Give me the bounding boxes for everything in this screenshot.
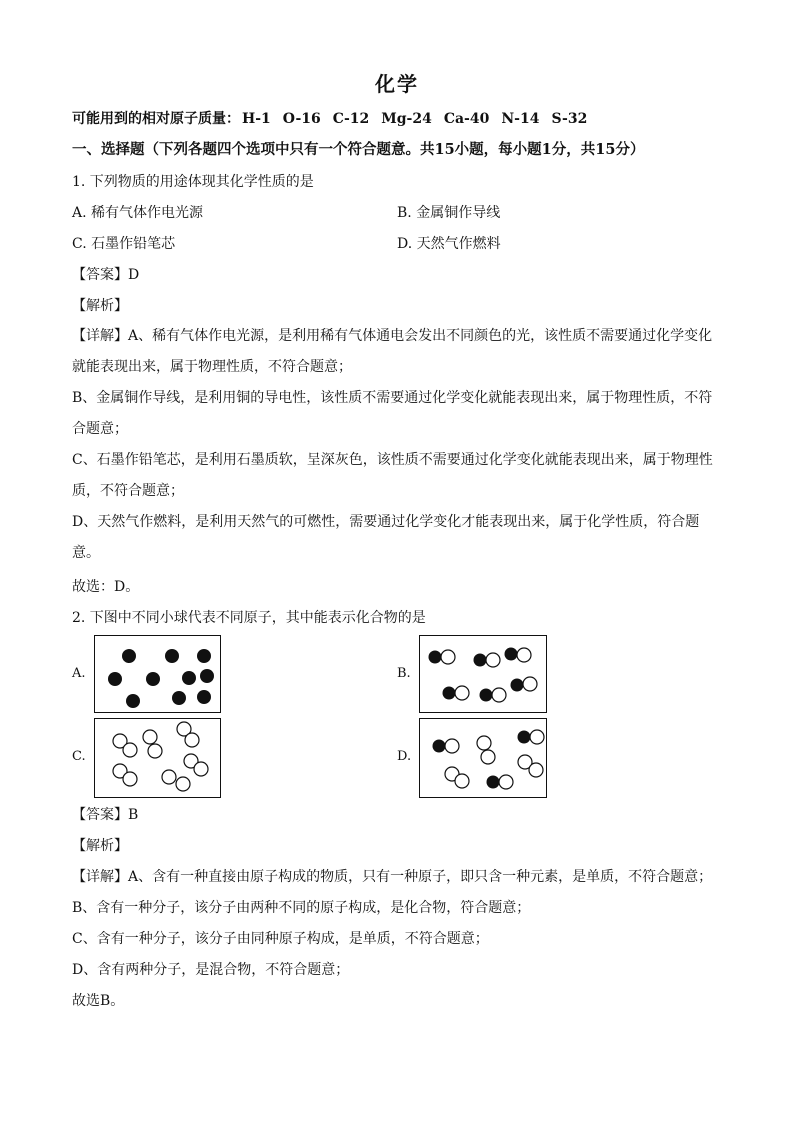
mass-o: O-16 [282, 111, 321, 127]
molecule-d5 [445, 767, 469, 788]
q2-option-a-label: A. [72, 666, 86, 681]
q1-detail-b: B、金属铜作导线，是利用铜的导电性，该性质不需要通过化学变化就能表现出来，属于物理性质，不符合题意； [72, 390, 713, 437]
white-atom [143, 730, 157, 744]
q1-stem: 1. 下列物质的用途体现其化学性质的是 [72, 174, 314, 190]
black-atom [200, 669, 214, 683]
q1-detail-c: C、石墨作铅笔芯，是利用石墨质软，呈深灰色，该性质不需要通过化学变化就能表现出来，属于物理性质，不符合题意； [72, 452, 713, 499]
white-atom [176, 777, 190, 791]
white-atom [441, 650, 455, 664]
black-atom [511, 679, 524, 692]
atomic-masses-line [72, 109, 599, 129]
molecule-d2 [518, 730, 545, 744]
white-atom [445, 739, 459, 753]
q1-detail-a-text: A、稀有气体作电光源，是利用稀有气体通电会发出不同颜色的光，该性质不需要通过化学变化就能表现出来，属于物理性质，不符合题意； [72, 328, 713, 375]
molecule-d6 [518, 755, 543, 777]
q2-analysis-label: 【解析】 [72, 838, 128, 854]
white-atom [148, 744, 162, 758]
q2-detail-b: B、含有一种分子，该分子由两种不同的原子构成，是化合物，符合题意； [72, 900, 531, 916]
molecule-d1 [433, 739, 460, 753]
black-atom [172, 691, 186, 705]
q1-detail-a [72, 321, 722, 383]
q1-conclusion: 故选：D。 [72, 579, 140, 595]
section-heading: 一、选择题（下列各题四个选项中只有一个符合题意。共15小题，每小题1分，共15分） [72, 141, 645, 158]
black-atom [146, 672, 160, 686]
q2-detail-a-text: A、含有一种直接由原子构成的物质，只有一种原子，即只含一种元素，是单质，不符合题意； [128, 869, 713, 885]
q2-detail-label: 【详解】 [72, 869, 128, 885]
white-atom [529, 763, 543, 777]
mass-s: S-32 [551, 111, 588, 127]
white-atom [517, 648, 531, 662]
black-atom [197, 690, 211, 704]
q2-detail-d: D、含有两种分子，是混合物，不符合题意； [72, 962, 350, 978]
q2-option-b-label: B. [397, 666, 411, 681]
black-atom [480, 689, 493, 702]
q2-detail-c: C、含有一种分子，该分子由同种原子构成，是单质，不符合题意； [72, 931, 489, 947]
q2-stem: 2. 下图中不同小球代表不同原子，其中能表示化合物的是 [72, 610, 426, 626]
q1-detail-d: D、天然气作燃料，是利用天然气的可燃性，需要通过化学变化才能表现出来，属于化学性质，符合题意。 [72, 514, 700, 561]
white-atom [492, 688, 506, 702]
atomic-masses-label: 可能用到的相对原子质量： [72, 111, 240, 127]
black-atom [165, 649, 179, 663]
black-atom [429, 651, 442, 664]
molecule-b6 [511, 677, 538, 692]
mass-n: N-14 [501, 111, 540, 127]
q1-answer [72, 265, 139, 285]
q1-answer-value: D [128, 267, 140, 283]
white-atom [499, 775, 513, 789]
q1-option-a: A. 稀有气体作电光源 [72, 205, 204, 221]
q1-detail-label: 【详解】 [72, 328, 128, 344]
molecule-b2 [474, 653, 501, 667]
black-atom [182, 671, 196, 685]
q2-conclusion: 故选B。 [72, 993, 125, 1009]
diagram-b-svg [420, 636, 547, 713]
q2-detail-a [72, 867, 712, 887]
molecule-b3 [505, 648, 532, 663]
black-atom [443, 687, 456, 700]
white-atom [455, 686, 469, 700]
mass-mg: Mg-24 [381, 111, 432, 127]
q1-answer-label: 【答案】 [72, 267, 128, 283]
mass-h: H-1 [242, 111, 271, 127]
q1-option-b: B. 金属铜作导线 [397, 205, 501, 221]
q2-diagram-b [419, 635, 547, 713]
q2-answer-label: 【答案】 [72, 807, 128, 823]
q2-option-d-label: D. [397, 749, 412, 764]
molecule-d4 [477, 736, 495, 764]
white-atom [123, 743, 137, 757]
q1-option-d: D. 天然气作燃料 [397, 236, 501, 252]
black-atom [505, 648, 518, 661]
white-atom [185, 733, 199, 747]
q1-option-c: C. 石墨作铅笔芯 [72, 236, 176, 252]
black-atom [487, 776, 500, 789]
q2-diagram-d [419, 718, 547, 798]
white-atom [123, 772, 137, 786]
black-atom [122, 649, 136, 663]
black-atom [126, 694, 140, 708]
diagram-a-svg [95, 636, 221, 713]
q2-answer [72, 805, 138, 825]
molecule-b5 [480, 688, 507, 702]
black-atom [108, 672, 122, 686]
black-atom [433, 740, 446, 753]
q2-diagram-c [94, 718, 221, 798]
q2-option-c-label: C. [72, 749, 86, 764]
black-atom [197, 649, 211, 663]
molecule-b4 [443, 686, 470, 700]
white-atom [486, 653, 500, 667]
black-atom [518, 731, 531, 744]
diagram-c-svg [95, 719, 221, 798]
white-atom [194, 762, 208, 776]
white-atom [455, 774, 469, 788]
white-atom [481, 750, 495, 764]
diagram-d-svg [420, 719, 547, 798]
molecule-d3 [487, 775, 514, 789]
mass-c: C-12 [332, 111, 370, 127]
white-atom [162, 770, 176, 784]
q2-answer-value: B [128, 807, 139, 823]
white-atom [477, 736, 491, 750]
black-atom [474, 654, 487, 667]
molecule-b1 [429, 650, 456, 664]
q1-analysis-label: 【解析】 [72, 298, 128, 314]
page-title: 化学 [375, 72, 419, 96]
white-atom [530, 730, 544, 744]
white-atom [523, 677, 537, 691]
mass-ca: Ca-40 [443, 111, 490, 127]
q2-diagram-a [94, 635, 221, 713]
